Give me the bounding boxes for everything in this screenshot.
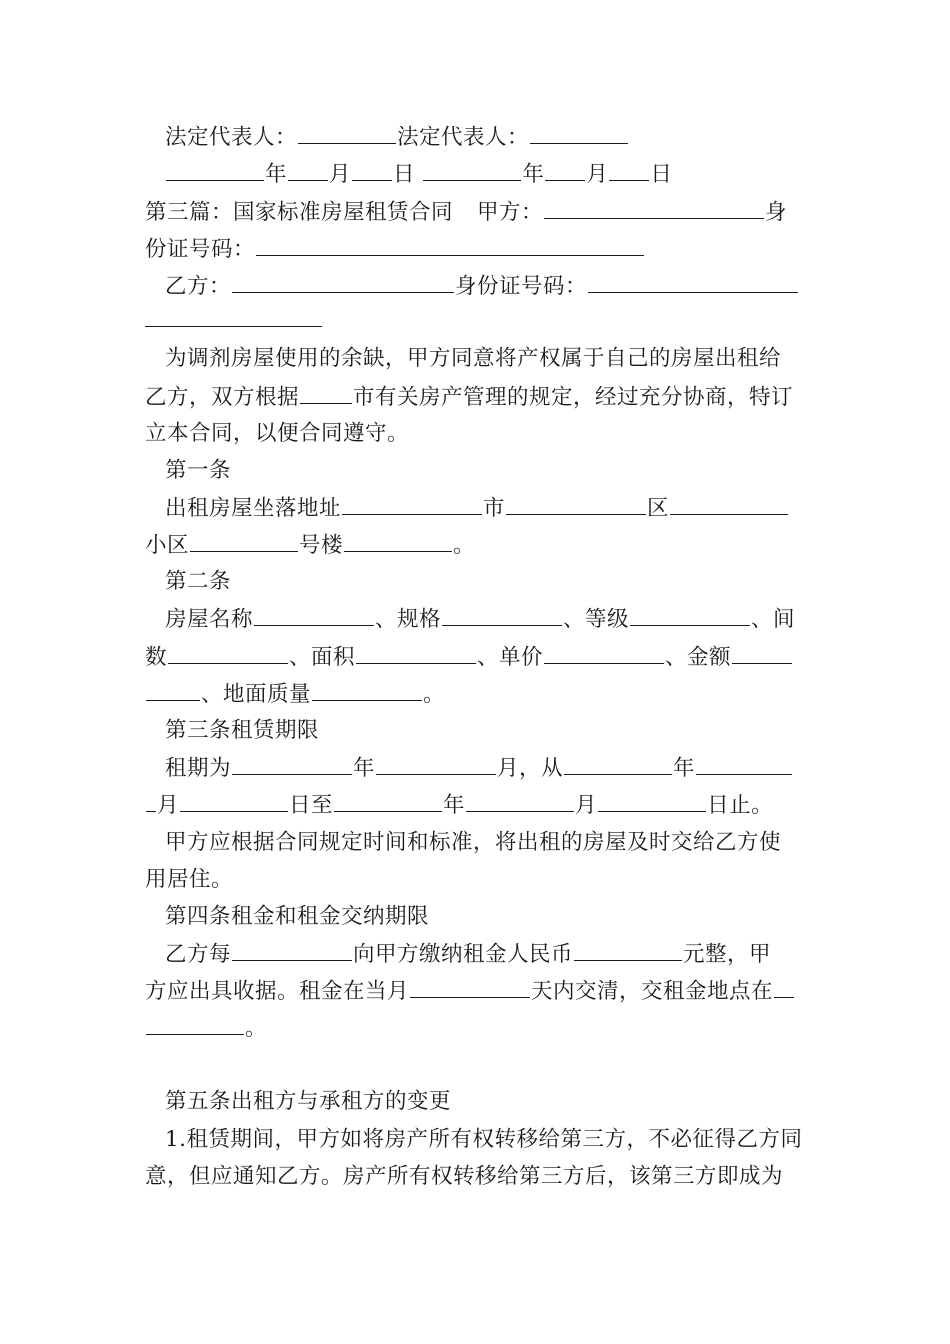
article-heading: 第五条出租方与承租方的变更 [165,1089,452,1114]
blank [574,940,682,961]
blank [598,791,706,812]
blank [232,940,352,961]
blank [166,160,264,181]
paragraph-text: 甲方应根据合同规定时间和标准，将出租的房屋及时交给乙方使 [165,830,782,855]
article-2-heading [165,568,231,596]
rep-label-b: 法定代表人： [397,125,530,150]
blank [300,383,352,404]
blank [168,643,288,664]
article-1-address-line [165,494,789,523]
month-label: 月 [329,162,352,187]
field-label: 、地面质量 [201,682,312,707]
article-4-line-3 [145,1014,267,1043]
article-3-term-line-1 [165,754,793,783]
blank [564,754,672,775]
blank [146,1014,244,1035]
article-4-heading [165,903,429,931]
blank [696,754,792,775]
article-2-line-2 [145,643,793,672]
field-label: 日止。 [707,793,774,818]
day-label: 日 [650,162,673,187]
blank [190,531,298,552]
blank [145,326,322,327]
blank [442,605,562,626]
blank [180,791,288,812]
preamble-text: 为调剂房屋使用的余缺，甲方同意将产权属于自己的房屋出租给 [165,346,782,371]
blank [732,643,792,664]
blank [232,272,454,293]
field-label: 、面积 [289,645,356,670]
month-label: 月 [575,793,598,818]
article-2-line-1 [165,605,795,634]
blank [344,531,452,552]
signature-rep-line [165,123,629,152]
blank [352,160,392,181]
party-b-line [165,272,799,301]
blank [530,123,628,144]
district-label: 区 [647,496,670,521]
blank [288,160,328,181]
article-4-line-2 [145,977,795,1006]
blank [609,160,649,181]
article-5-heading [165,1088,451,1116]
blank [232,754,352,775]
preamble-text: 乙方，双方根据 [145,385,300,410]
blank [312,680,422,701]
article-3-text-line-2 [145,866,233,894]
paragraph-text: 用居住。 [145,867,234,892]
preamble-text: 立本合同，以便合同遵守。 [145,421,410,446]
article-2-line-3 [145,680,445,709]
blank [423,160,521,181]
month-label: 月 [157,793,180,818]
blank [146,791,156,812]
article-3-text-line-1 [165,829,781,857]
article-heading: 第三条租赁期限 [165,718,320,743]
field-label: 、金额 [665,645,732,670]
contract-title-line [145,198,787,227]
party-a-label: 甲方： [477,200,544,225]
preamble-line-2 [145,383,793,412]
punctuation: 。 [423,682,446,707]
article-heading: 第四条租金和租金交纳期限 [165,904,430,929]
blank [544,198,764,219]
blank [298,123,396,144]
field-label: 、单价 [477,645,544,670]
paragraph-text: 意，但应通知乙方。房产所有权转移给第三方后，该第三方即成为 [145,1164,784,1189]
id-label-b: 身份证号码： [455,274,588,299]
blank [670,494,788,515]
year-label: 年 [443,793,466,818]
blank [334,791,442,812]
blank [588,272,798,293]
paragraph-text: 1.租赁期间，甲方如将房产所有权转移给第三方，不必征得乙方同 [165,1127,803,1152]
preamble-line-3 [145,420,409,448]
field-label: 方应出具收据。租金在当月 [145,979,410,1004]
article-5-line-1 [165,1126,803,1154]
field-label: 房屋名称 [165,607,254,632]
month-label: 月 [586,162,609,187]
blank [356,643,476,664]
field-label: 数 [145,645,168,670]
field-label: 乙方每 [165,942,232,967]
article-heading: 第一条 [165,458,232,483]
address-label: 出租房屋坐落地址 [165,496,342,521]
blank [630,605,750,626]
year-label: 年 [353,756,376,781]
blank [410,977,530,998]
preamble-text: 市有关房产管理的规定，经过充分协商，特订 [353,385,794,410]
id-label-part1: 身 [765,200,788,225]
article-4-line-1 [165,940,771,969]
field-label: 租期为 [165,756,232,781]
blank [376,754,496,775]
punctuation: 。 [453,533,476,558]
field-label: 、等级 [563,607,630,632]
city-label: 市 [483,496,506,521]
article-1-community-line [145,531,475,560]
id-label-part2: 份证号码： [145,237,256,262]
contract-title: 第三篇：国家标准房屋租赁合同 [145,200,454,225]
blank [146,680,200,701]
blank [545,160,585,181]
field-label: 向甲方缴纳租金人民币 [353,942,574,967]
article-3-term-line-2 [145,791,773,820]
field-label: 月，从 [497,756,564,781]
building-label: 号楼 [299,533,344,558]
field-label: 元整，甲 [683,942,772,967]
field-label: 日至 [289,793,334,818]
blank [774,977,794,998]
year-label: 年 [522,162,545,187]
rep-label-a: 法定代表人： [165,125,298,150]
year-label: 年 [265,162,288,187]
signature-date-line [165,160,672,189]
year-label: 年 [673,756,696,781]
blank [256,235,644,256]
blank [506,494,646,515]
party-a-id-line [145,235,645,264]
article-heading: 第二条 [165,569,232,594]
field-label: 、规格 [375,607,442,632]
community-label: 小区 [145,533,190,558]
article-3-heading [165,717,319,745]
preamble-line-1 [165,345,781,373]
day-label: 日 [393,162,416,187]
blank [254,605,374,626]
punctuation: 。 [245,1016,268,1041]
blank [544,643,664,664]
blank [342,494,482,515]
blank [466,791,574,812]
article-5-line-2 [145,1163,783,1191]
party-b-label: 乙方： [165,274,232,299]
field-label: 、间 [751,607,796,632]
article-1-heading [165,457,231,485]
field-label: 天内交清，交租金地点在 [531,979,774,1004]
